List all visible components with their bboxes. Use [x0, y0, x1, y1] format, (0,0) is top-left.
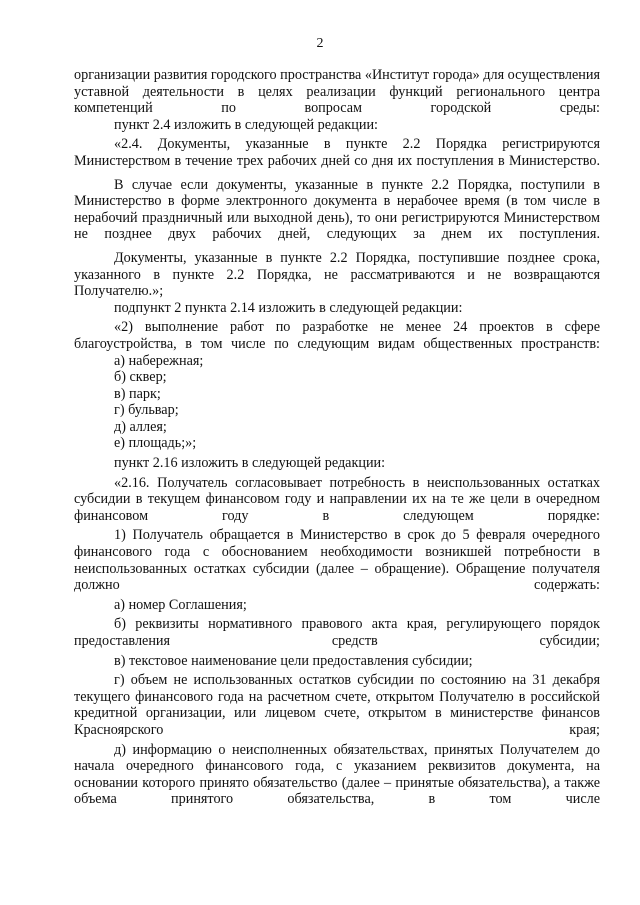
paragraph-instruction-2-4: пункт 2.4 изложить в следующей редакции:: [114, 116, 378, 133]
paragraph-instruction-2-14: подпункт 2 пункта 2.14 изложить в следующей редакции:: [114, 299, 463, 316]
list-item: е) площадь;»;: [114, 435, 197, 452]
list-item: д) аллея;: [114, 418, 167, 435]
paragraph-clause-2-14: «2) выполнение работ по разработке не менее 24 проектов в сфере благоустройства, в том числе по следующим видам общественных пространств:: [74, 319, 600, 352]
list-item: б) сквер;: [114, 369, 167, 386]
paragraph-item-b: б) реквизиты нормативного правового акта края, регулирующего порядок предоставления средств субсидии;: [74, 616, 600, 649]
paragraph-item-v: в) текстовое наименование цели предоставления субсидии;: [114, 652, 473, 669]
paragraph-item-d: д) информацию о неисполненных обязательствах, принятых Получателем до начала очередного финансового года, с указанием реквизитов документа, на основании которого принято обязательство (далее – принятые обязательства), а также объема принятого обязательства, в том числе: [74, 741, 600, 808]
paragraph-instruction-2-16: пункт 2.16 изложить в следующей редакции:: [114, 455, 386, 472]
paragraph-subclause-1: 1) Получатель обращается в Министерство в срок до 5 февраля очередного финансового года с обоснованием необходимости возникшей потребности в неиспользованных остатках субсидии (далее – обращение). Обращение получателя должно содержать:: [74, 527, 600, 594]
paragraph-intro: организации развития городского пространства «Институт города» для осуществления уставной деятельности в целях реализации функций регионального центра компетенций по вопросам городской среды:: [74, 67, 600, 117]
paragraph-late-docs: Документы, указанные в пункте 2.2 Порядка, поступившие позднее срока, указанного в пункте 2.2 Порядка, не рассматриваются и не возвращаются Получателю.»;: [74, 249, 600, 300]
paragraph-clause-2-4: «2.4. Документы, указанные в пункте 2.2 Порядка регистрируются Министерством в течение трех рабочих дней со дня их поступления в Министерство.: [74, 136, 600, 169]
paragraph-electronic-docs: В случае если документы, указанные в пункте 2.2 Порядка, поступили в Министерство в форме электронного документа в нерабочее время (в том числе в нерабочий праздничный или выходной день), то они регистрируются Министерством не позднее двух рабочих дней, следующих за днем их поступления.: [74, 176, 600, 243]
list-item: в) парк;: [114, 385, 161, 402]
page-number: 2: [316, 36, 324, 51]
list-item: г) бульвар;: [114, 402, 179, 419]
paragraph-item-g: г) объем не использованных остатков субсидии по состоянию на 31 декабря текущего финансового года на расчетном счете, открытом Получателю в российской кредитной организации, или лицевом счете, открытом в министерстве финансов Красноярского края;: [74, 672, 600, 738]
document-body: [74, 67, 600, 808]
paragraph-clause-2-16: «2.16. Получатель согласовывает потребность в неиспользованных остатках субсидии в текущем финансовом году и направлении их на те же цели в очередном финансовом году в следующем порядке:: [74, 474, 600, 524]
list-item: а) набережная;: [114, 352, 204, 369]
list-item: а) номер Соглашения;: [114, 596, 247, 613]
